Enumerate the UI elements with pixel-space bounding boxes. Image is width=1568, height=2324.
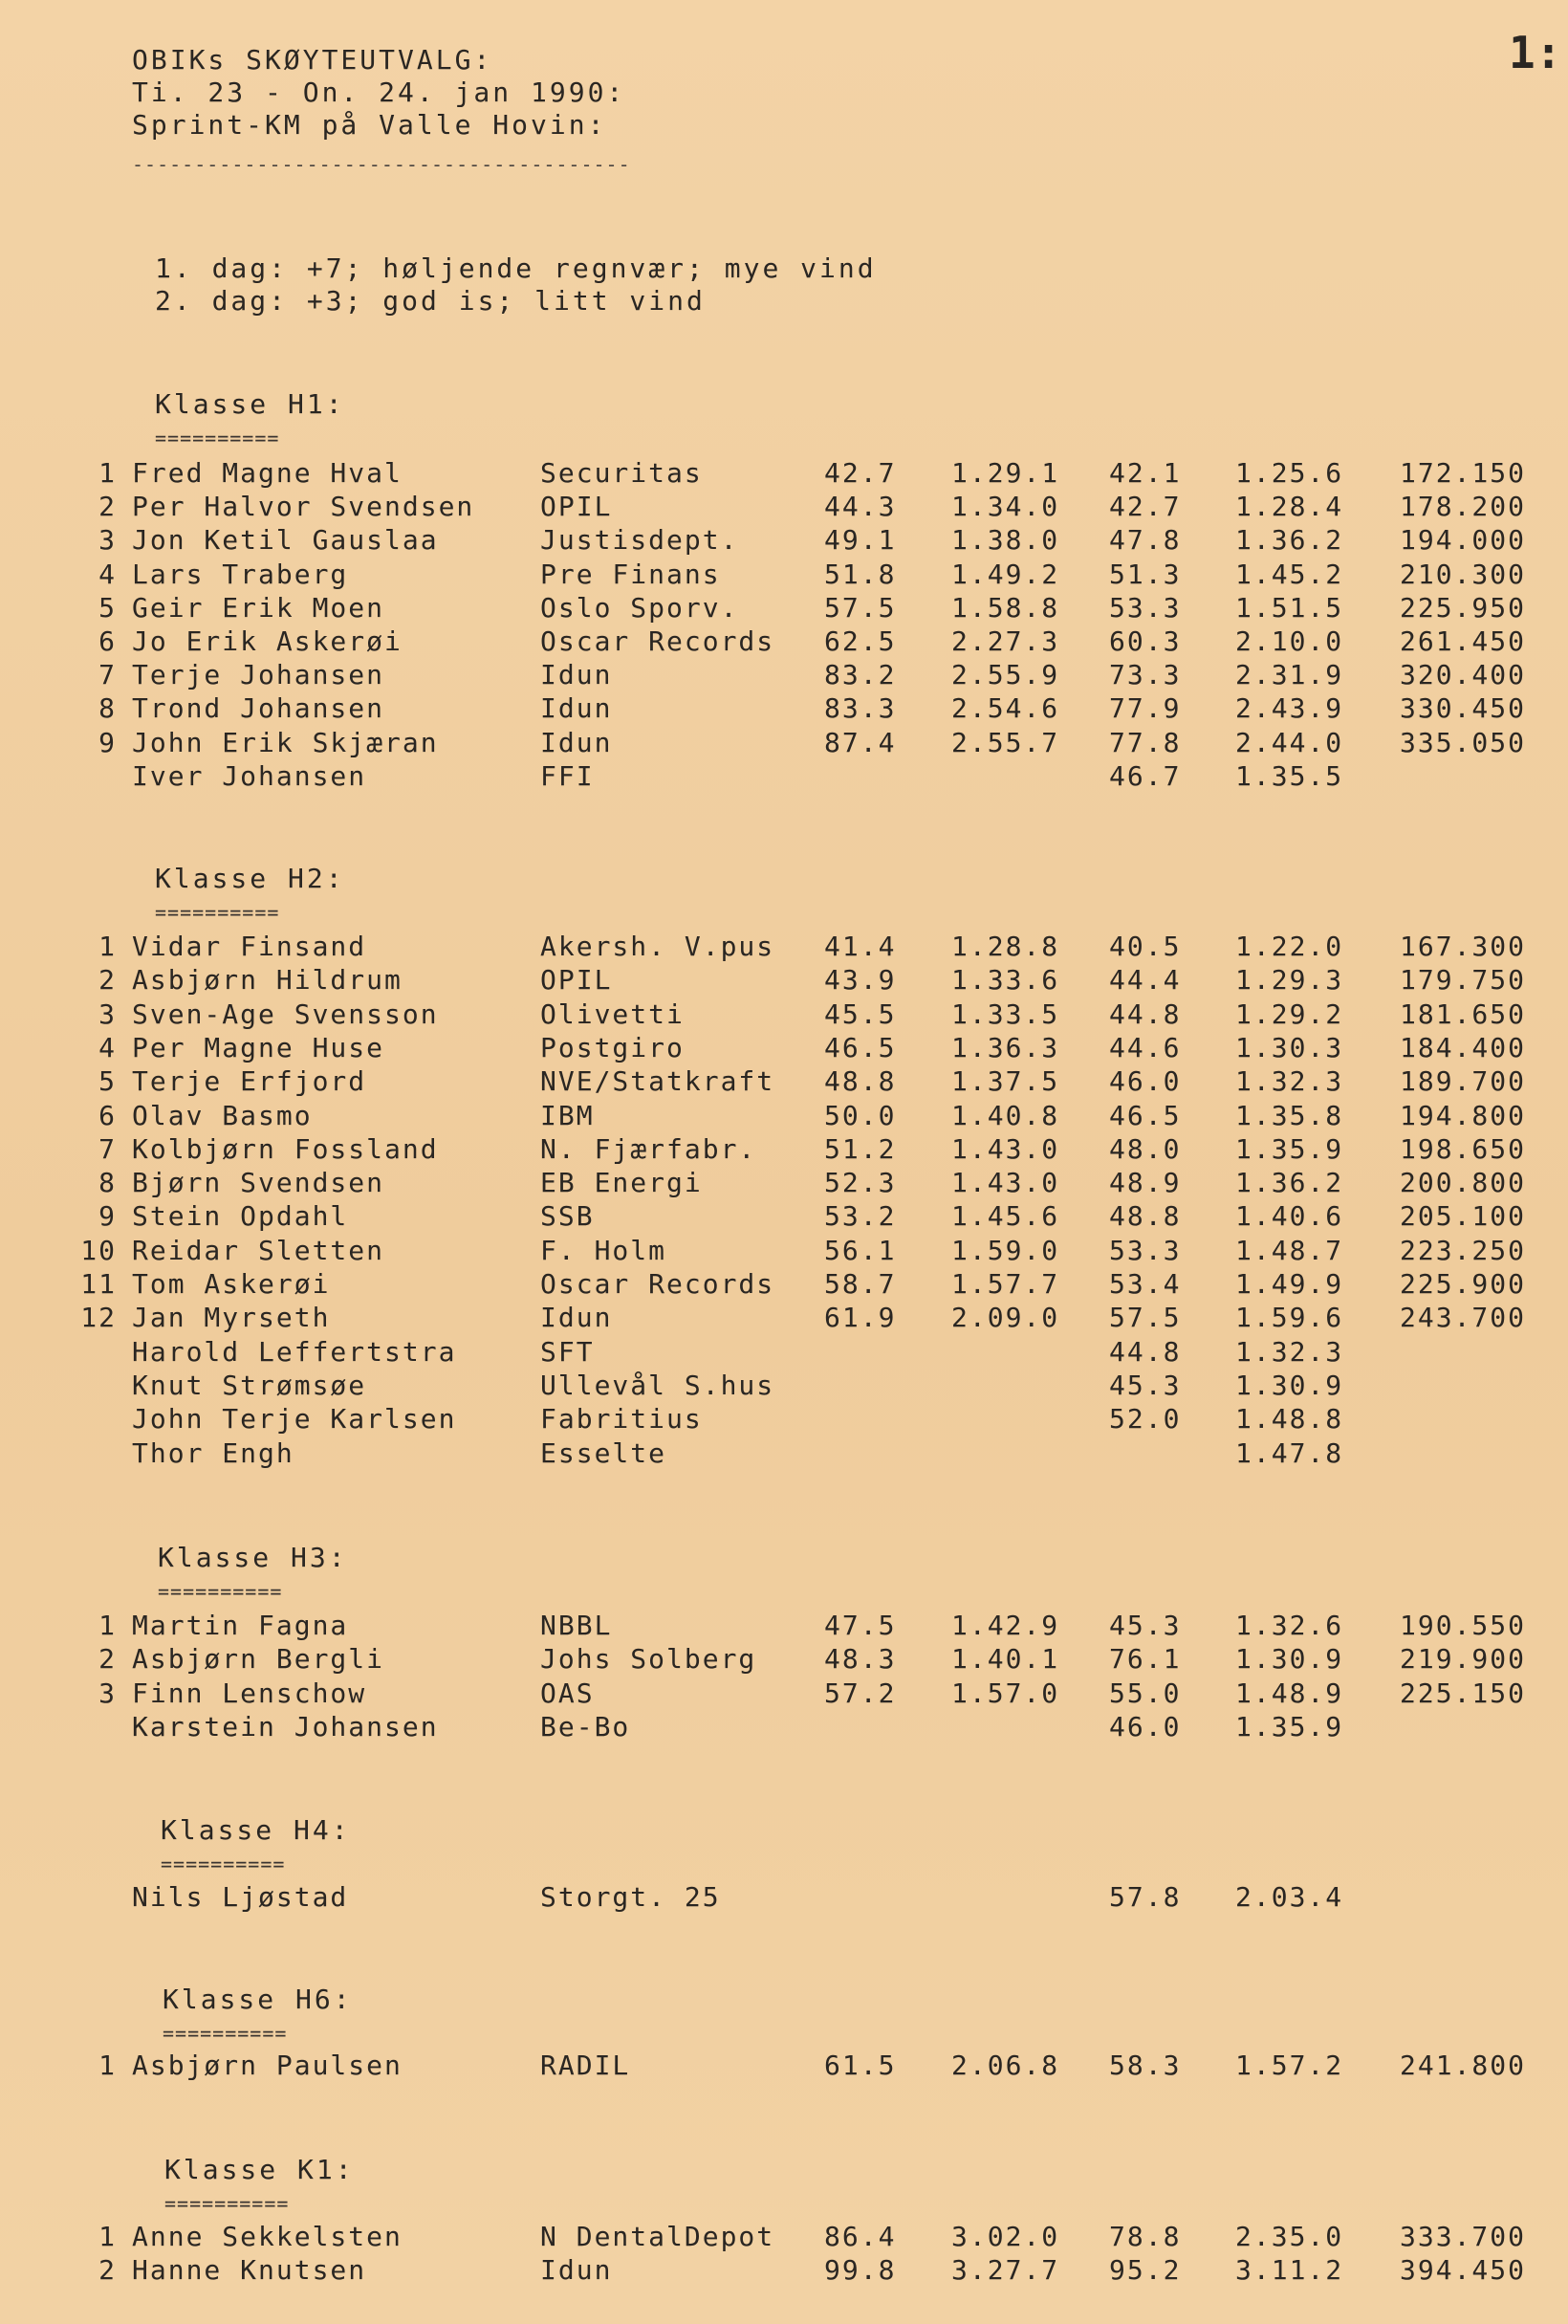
day2-500m-cell: 53.4 — [1109, 1268, 1182, 1300]
class-title-underline: ========== — [155, 427, 280, 449]
day1-500m-cell: 52.3 — [824, 1167, 897, 1198]
result-row — [0, 1200, 1568, 1233]
header-rule: ---------------------------------------- — [132, 153, 631, 176]
day2-500m-cell: 77.9 — [1109, 692, 1182, 724]
day2-1000m-cell: 2.31.9 — [1235, 659, 1344, 691]
result-row — [0, 1302, 1568, 1334]
day1-500m-cell: 83.2 — [824, 659, 897, 691]
day1-500m-cell: 49.1 — [824, 524, 897, 556]
result-row — [0, 559, 1568, 591]
day2-500m-cell: 76.1 — [1109, 1643, 1182, 1675]
skater-name-cell: Vidar Finsand — [132, 931, 367, 962]
points-cell: 200.800 — [1400, 1167, 1527, 1198]
skater-name-cell: Thor Engh — [132, 1437, 294, 1469]
day1-1000m-cell: 2.09.0 — [951, 1302, 1060, 1333]
rank-cell: 4 — [98, 559, 117, 590]
result-row — [0, 727, 1568, 759]
skater-name-cell: Martin Fagna — [132, 1610, 349, 1641]
header-line-1: OBIKs SKØYTEUTVALG: — [132, 44, 493, 76]
rank-cell: 11 — [80, 1268, 117, 1300]
rank-cell: 12 — [80, 1302, 117, 1333]
rank-cell: 1 — [98, 931, 117, 962]
day2-1000m-cell: 1.35.8 — [1235, 1100, 1344, 1131]
points-cell: 394.450 — [1400, 2254, 1527, 2286]
club-cell: Justisdept. — [540, 524, 739, 556]
points-cell: 205.100 — [1400, 1200, 1527, 1232]
day1-500m-cell: 48.3 — [824, 1643, 897, 1675]
day2-500m-cell: 42.1 — [1109, 457, 1182, 489]
club-cell: Ullevål S.hus — [540, 1370, 775, 1401]
day2-500m-cell: 51.3 — [1109, 559, 1182, 590]
rank-cell: 2 — [98, 964, 117, 996]
day1-500m-cell: 44.3 — [824, 491, 897, 522]
day1-500m-cell: 43.9 — [824, 964, 897, 996]
result-row — [0, 1032, 1568, 1064]
skater-name-cell: Per Magne Huse — [132, 1032, 385, 1063]
day2-500m-cell: 46.7 — [1109, 760, 1182, 792]
club-cell: Idun — [540, 692, 613, 724]
skater-name-cell: Asbjørn Hildrum — [132, 964, 403, 996]
class-title-underline: ========== — [155, 901, 280, 924]
day2-1000m-cell: 1.22.0 — [1235, 931, 1344, 962]
result-row — [0, 692, 1568, 725]
club-cell: Oscar Records — [540, 625, 775, 657]
day2-500m-cell: 46.0 — [1109, 1065, 1182, 1097]
class-title-underline: ========== — [164, 2192, 290, 2215]
day2-500m-cell: 44.8 — [1109, 1336, 1182, 1368]
day1-1000m-cell: 1.57.7 — [951, 1268, 1060, 1300]
skater-name-cell: Fred Magne Hval — [132, 457, 403, 489]
day2-500m-cell: 45.3 — [1109, 1610, 1182, 1641]
skater-name-cell: Per Halvor Svendsen — [132, 491, 475, 522]
skater-name-cell: Jo Erik Askerøi — [132, 625, 403, 657]
rank-cell: 1 — [98, 2221, 117, 2252]
result-row — [0, 457, 1568, 490]
skater-name-cell: Jan Myrseth — [132, 1302, 331, 1333]
day1-500m-cell: 86.4 — [824, 2221, 897, 2252]
club-cell: OPIL — [540, 491, 613, 522]
skater-name-cell: Tom Askerøi — [132, 1268, 331, 1300]
result-row — [0, 1336, 1568, 1369]
day2-1000m-cell: 2.03.4 — [1235, 1881, 1344, 1913]
result-row — [0, 1133, 1568, 1166]
day2-1000m-cell: 1.35.9 — [1235, 1133, 1344, 1165]
day1-1000m-cell: 2.55.7 — [951, 727, 1060, 758]
rank-cell: 8 — [98, 1167, 117, 1198]
class-title-underline: ========== — [163, 2022, 288, 2045]
conditions-day-1: 1. dag: +7; høljende regnvær; mye vind — [155, 252, 877, 284]
day1-1000m-cell: 1.59.0 — [951, 1235, 1060, 1266]
day1-1000m-cell: 1.43.0 — [951, 1167, 1060, 1198]
skater-name-cell: Trond Johansen — [132, 692, 385, 724]
day2-1000m-cell: 1.59.6 — [1235, 1302, 1344, 1333]
skater-name-cell: Iver Johansen — [132, 760, 367, 792]
club-cell: Idun — [540, 1302, 613, 1333]
skater-name-cell: Hanne Knutsen — [132, 2254, 367, 2286]
day2-1000m-cell: 1.40.6 — [1235, 1200, 1344, 1232]
day2-500m-cell: 48.0 — [1109, 1133, 1182, 1165]
day1-1000m-cell: 1.42.9 — [951, 1610, 1060, 1641]
day1-1000m-cell: 1.29.1 — [951, 457, 1060, 489]
day2-1000m-cell: 1.30.3 — [1235, 1032, 1344, 1063]
result-row — [0, 2254, 1568, 2287]
day1-1000m-cell: 3.27.7 — [951, 2254, 1060, 2286]
day2-1000m-cell: 1.48.8 — [1235, 1403, 1344, 1435]
result-row — [0, 1370, 1568, 1402]
day2-500m-cell: 53.3 — [1109, 1235, 1182, 1266]
skater-name-cell: Karstein Johansen — [132, 1711, 439, 1743]
header-line-2: Ti. 23 - On. 24. jan 1990: — [132, 77, 626, 108]
skater-name-cell: Terje Johansen — [132, 659, 385, 691]
day1-1000m-cell: 1.34.0 — [951, 491, 1060, 522]
rank-cell: 1 — [98, 1610, 117, 1641]
day2-500m-cell: 57.5 — [1109, 1302, 1182, 1333]
day2-500m-cell: 77.8 — [1109, 727, 1182, 758]
points-cell: 184.400 — [1400, 1032, 1527, 1063]
day2-1000m-cell: 1.29.2 — [1235, 998, 1344, 1030]
day2-1000m-cell: 2.44.0 — [1235, 727, 1344, 758]
day1-1000m-cell: 1.57.0 — [951, 1677, 1060, 1709]
skater-name-cell: Finn Lenschow — [132, 1677, 367, 1709]
points-cell: 223.250 — [1400, 1235, 1527, 1266]
points-cell: 194.800 — [1400, 1100, 1527, 1131]
day1-1000m-cell: 2.54.6 — [951, 692, 1060, 724]
result-row — [0, 524, 1568, 557]
day2-500m-cell: 60.3 — [1109, 625, 1182, 657]
points-cell: 335.050 — [1400, 727, 1527, 758]
day1-1000m-cell: 1.38.0 — [951, 524, 1060, 556]
result-row — [0, 998, 1568, 1031]
day1-1000m-cell: 1.43.0 — [951, 1133, 1060, 1165]
day1-500m-cell: 57.2 — [824, 1677, 897, 1709]
result-row — [0, 659, 1568, 691]
day1-500m-cell: 57.5 — [824, 592, 897, 624]
result-row — [0, 1677, 1568, 1710]
day2-1000m-cell: 1.30.9 — [1235, 1370, 1344, 1401]
day2-1000m-cell: 1.49.9 — [1235, 1268, 1344, 1300]
day2-500m-cell: 46.5 — [1109, 1100, 1182, 1131]
day1-500m-cell: 48.8 — [824, 1065, 897, 1097]
conditions-day-2: 2. dag: +3; god is; litt vind — [155, 285, 706, 317]
day1-1000m-cell: 1.33.6 — [951, 964, 1060, 996]
skater-name-cell: Olav Basmo — [132, 1100, 313, 1131]
skater-name-cell: Reidar Sletten — [132, 1235, 385, 1266]
day2-500m-cell: 47.8 — [1109, 524, 1182, 556]
club-cell: OPIL — [540, 964, 613, 996]
rank-cell: 10 — [80, 1235, 117, 1266]
class-title: Klasse H3: — [158, 1542, 348, 1573]
points-cell: 225.950 — [1400, 592, 1527, 624]
points-cell: 198.650 — [1400, 1133, 1527, 1165]
points-cell: 261.450 — [1400, 625, 1527, 657]
skater-name-cell: John Terje Karlsen — [132, 1403, 457, 1435]
points-cell: 330.450 — [1400, 692, 1527, 724]
day1-500m-cell: 42.7 — [824, 457, 897, 489]
day1-1000m-cell: 1.58.8 — [951, 592, 1060, 624]
skater-name-cell: Bjørn Svendsen — [132, 1167, 385, 1198]
day2-1000m-cell: 1.51.5 — [1235, 592, 1344, 624]
day1-500m-cell: 46.5 — [824, 1032, 897, 1063]
club-cell: Idun — [540, 659, 613, 691]
result-row — [0, 2050, 1568, 2082]
club-cell: NBBL — [540, 1610, 613, 1641]
class-title: Klasse H6: — [163, 1984, 353, 2015]
rank-cell: 5 — [98, 1065, 117, 1097]
day1-500m-cell: 87.4 — [824, 727, 897, 758]
day2-1000m-cell: 1.48.7 — [1235, 1235, 1344, 1266]
club-cell: SSB — [540, 1200, 595, 1232]
day2-1000m-cell: 1.30.9 — [1235, 1643, 1344, 1675]
day2-500m-cell: 48.8 — [1109, 1200, 1182, 1232]
rank-cell: 3 — [98, 1677, 117, 1709]
skater-name-cell: Geir Erik Moen — [132, 592, 385, 624]
day2-1000m-cell: 2.35.0 — [1235, 2221, 1344, 2252]
skater-name-cell: Stein Opdahl — [132, 1200, 349, 1232]
day2-1000m-cell: 1.28.4 — [1235, 491, 1344, 522]
result-row — [0, 2221, 1568, 2253]
points-cell: 194.000 — [1400, 524, 1527, 556]
result-row — [0, 1403, 1568, 1436]
skater-name-cell: Knut Strømsøe — [132, 1370, 367, 1401]
day1-1000m-cell: 1.49.2 — [951, 559, 1060, 590]
club-cell: IBM — [540, 1100, 595, 1131]
points-cell: 320.400 — [1400, 659, 1527, 691]
day2-1000m-cell: 1.57.2 — [1235, 2050, 1344, 2081]
day1-1000m-cell: 1.45.6 — [951, 1200, 1060, 1232]
club-cell: OAS — [540, 1677, 595, 1709]
day2-500m-cell: 78.8 — [1109, 2221, 1182, 2252]
day2-1000m-cell: 1.35.5 — [1235, 760, 1344, 792]
skater-name-cell: Nils Ljøstad — [132, 1881, 349, 1913]
class-title-underline: ========== — [161, 1853, 286, 1875]
day2-1000m-cell: 1.32.3 — [1235, 1336, 1344, 1368]
day1-1000m-cell: 2.27.3 — [951, 625, 1060, 657]
day2-1000m-cell: 1.32.6 — [1235, 1610, 1344, 1641]
skater-name-cell: Terje Erfjord — [132, 1065, 367, 1097]
class-title: Klasse H2: — [155, 863, 345, 894]
day2-500m-cell: 95.2 — [1109, 2254, 1182, 2286]
points-cell: 219.900 — [1400, 1643, 1527, 1675]
result-row — [0, 1437, 1568, 1470]
day1-500m-cell: 58.7 — [824, 1268, 897, 1300]
club-cell: Olivetti — [540, 998, 685, 1030]
day1-1000m-cell: 2.55.9 — [951, 659, 1060, 691]
day1-1000m-cell: 1.40.8 — [951, 1100, 1060, 1131]
result-row — [0, 1643, 1568, 1676]
result-row — [0, 964, 1568, 997]
result-row — [0, 1268, 1568, 1301]
day2-500m-cell: 57.8 — [1109, 1881, 1182, 1913]
result-row — [0, 1235, 1568, 1267]
club-cell: NVE/Statkraft — [540, 1065, 775, 1097]
result-row — [0, 592, 1568, 625]
rank-cell: 9 — [98, 727, 117, 758]
skater-name-cell: John Erik Skjæran — [132, 727, 439, 758]
day1-500m-cell: 51.8 — [824, 559, 897, 590]
day1-1000m-cell: 1.36.3 — [951, 1032, 1060, 1063]
rank-cell: 3 — [98, 524, 117, 556]
club-cell: N DentalDepot — [540, 2221, 775, 2252]
result-row — [0, 931, 1568, 963]
result-row — [0, 1881, 1568, 1914]
skater-name-cell: Harold Leffertstra — [132, 1336, 457, 1368]
points-cell: 181.650 — [1400, 998, 1527, 1030]
day1-500m-cell: 62.5 — [824, 625, 897, 657]
club-cell: F. Holm — [540, 1235, 667, 1266]
day1-500m-cell: 56.1 — [824, 1235, 897, 1266]
result-row — [0, 1100, 1568, 1132]
day1-500m-cell: 61.5 — [824, 2050, 897, 2081]
day2-1000m-cell: 1.45.2 — [1235, 559, 1344, 590]
club-cell: SFT — [540, 1336, 595, 1368]
rank-cell: 2 — [98, 491, 117, 522]
rank-cell: 6 — [98, 1100, 117, 1131]
class-title: Klasse K1: — [164, 2154, 355, 2185]
day2-500m-cell: 44.6 — [1109, 1032, 1182, 1063]
skater-name-cell: Asbjørn Paulsen — [132, 2050, 403, 2081]
class-title: Klasse H4: — [161, 1814, 351, 1846]
header-line-3: Sprint-KM på Valle Hovin: — [132, 109, 607, 141]
day1-1000m-cell: 1.28.8 — [951, 931, 1060, 962]
club-cell: Pre Finans — [540, 559, 721, 590]
result-row — [0, 1711, 1568, 1743]
rank-cell: 7 — [98, 659, 117, 691]
day2-1000m-cell: 1.47.8 — [1235, 1437, 1344, 1469]
day2-1000m-cell: 1.29.3 — [1235, 964, 1344, 996]
day2-500m-cell: 58.3 — [1109, 2050, 1182, 2081]
rank-cell: 6 — [98, 625, 117, 657]
rank-cell: 2 — [98, 1643, 117, 1675]
club-cell: Oslo Sporv. — [540, 592, 739, 624]
points-cell: 190.550 — [1400, 1610, 1527, 1641]
club-cell: Securitas — [540, 457, 703, 489]
result-row — [0, 1167, 1568, 1199]
day1-1000m-cell: 1.33.5 — [951, 998, 1060, 1030]
day1-500m-cell: 99.8 — [824, 2254, 897, 2286]
day1-1000m-cell: 1.40.1 — [951, 1643, 1060, 1675]
day2-500m-cell: 46.0 — [1109, 1711, 1182, 1743]
club-cell: Johs Solberg — [540, 1643, 757, 1675]
result-row — [0, 491, 1568, 523]
day2-1000m-cell: 1.25.6 — [1235, 457, 1344, 489]
day1-500m-cell: 41.4 — [824, 931, 897, 962]
day1-500m-cell: 50.0 — [824, 1100, 897, 1131]
skater-name-cell: Lars Traberg — [132, 559, 349, 590]
skater-name-cell: Anne Sekkelsten — [132, 2221, 403, 2252]
club-cell: Idun — [540, 727, 613, 758]
points-cell: 178.200 — [1400, 491, 1527, 522]
rank-cell: 8 — [98, 692, 117, 724]
day2-1000m-cell: 1.48.9 — [1235, 1677, 1344, 1709]
points-cell: 189.700 — [1400, 1065, 1527, 1097]
rank-cell: 7 — [98, 1133, 117, 1165]
rank-cell: 5 — [98, 592, 117, 624]
day2-1000m-cell: 1.32.3 — [1235, 1065, 1344, 1097]
day2-500m-cell: 73.3 — [1109, 659, 1182, 691]
result-row — [0, 625, 1568, 658]
result-row — [0, 1610, 1568, 1642]
rank-cell: 2 — [98, 2254, 117, 2286]
club-cell: N. Fjærfabr. — [540, 1133, 757, 1165]
rank-cell: 3 — [98, 998, 117, 1030]
day2-500m-cell: 44.8 — [1109, 998, 1182, 1030]
points-cell: 179.750 — [1400, 964, 1527, 996]
points-cell: 210.300 — [1400, 559, 1527, 590]
class-title-underline: ========== — [158, 1580, 283, 1603]
points-cell: 241.800 — [1400, 2050, 1527, 2081]
points-cell: 172.150 — [1400, 457, 1527, 489]
points-cell: 333.700 — [1400, 2221, 1527, 2252]
club-cell: Akersh. V.pus — [540, 931, 775, 962]
day2-500m-cell: 40.5 — [1109, 931, 1182, 962]
skater-name-cell: Asbjørn Bergli — [132, 1643, 385, 1675]
day2-500m-cell: 52.0 — [1109, 1403, 1182, 1435]
day1-1000m-cell: 1.37.5 — [951, 1065, 1060, 1097]
day1-1000m-cell: 3.02.0 — [951, 2221, 1060, 2252]
club-cell: Idun — [540, 2254, 613, 2286]
day1-500m-cell: 45.5 — [824, 998, 897, 1030]
club-cell: Esselte — [540, 1437, 667, 1469]
points-cell: 225.150 — [1400, 1677, 1527, 1709]
club-cell: FFI — [540, 760, 595, 792]
day2-1000m-cell: 2.43.9 — [1235, 692, 1344, 724]
class-title: Klasse H1: — [155, 388, 345, 420]
day2-1000m-cell: 1.36.2 — [1235, 524, 1344, 556]
rank-cell: 9 — [98, 1200, 117, 1232]
skater-name-cell: Jon Ketil Gauslaa — [132, 524, 439, 556]
day1-500m-cell: 61.9 — [824, 1302, 897, 1333]
club-cell: Fabritius — [540, 1403, 703, 1435]
points-cell: 243.700 — [1400, 1302, 1527, 1333]
day2-1000m-cell: 3.11.2 — [1235, 2254, 1344, 2286]
day1-500m-cell: 53.2 — [824, 1200, 897, 1232]
day2-500m-cell: 45.3 — [1109, 1370, 1182, 1401]
day1-1000m-cell: 2.06.8 — [951, 2050, 1060, 2081]
day2-1000m-cell: 1.35.9 — [1235, 1711, 1344, 1743]
club-cell: EB Energi — [540, 1167, 703, 1198]
day2-500m-cell: 48.9 — [1109, 1167, 1182, 1198]
day2-1000m-cell: 1.36.2 — [1235, 1167, 1344, 1198]
day1-500m-cell: 47.5 — [824, 1610, 897, 1641]
day2-1000m-cell: 2.10.0 — [1235, 625, 1344, 657]
day2-500m-cell: 55.0 — [1109, 1677, 1182, 1709]
rank-cell: 1 — [98, 2050, 117, 2081]
day2-500m-cell: 53.3 — [1109, 592, 1182, 624]
points-cell: 167.300 — [1400, 931, 1527, 962]
day2-500m-cell: 44.4 — [1109, 964, 1182, 996]
day1-500m-cell: 51.2 — [824, 1133, 897, 1165]
skater-name-cell: Sven-Age Svensson — [132, 998, 439, 1030]
club-cell: Postgiro — [540, 1032, 685, 1063]
points-cell: 225.900 — [1400, 1268, 1527, 1300]
skater-name-cell: Kolbjørn Fossland — [132, 1133, 439, 1165]
result-row — [0, 760, 1568, 793]
club-cell: Oscar Records — [540, 1268, 775, 1300]
rank-cell: 4 — [98, 1032, 117, 1063]
rank-cell: 1 — [98, 457, 117, 489]
club-cell: RADIL — [540, 2050, 631, 2081]
club-cell: Be-Bo — [540, 1711, 631, 1743]
club-cell: Storgt. 25 — [540, 1881, 721, 1913]
result-row — [0, 1065, 1568, 1098]
day2-500m-cell: 42.7 — [1109, 491, 1182, 522]
page-corner-mark: 1: — [1509, 27, 1562, 78]
day1-500m-cell: 83.3 — [824, 692, 897, 724]
